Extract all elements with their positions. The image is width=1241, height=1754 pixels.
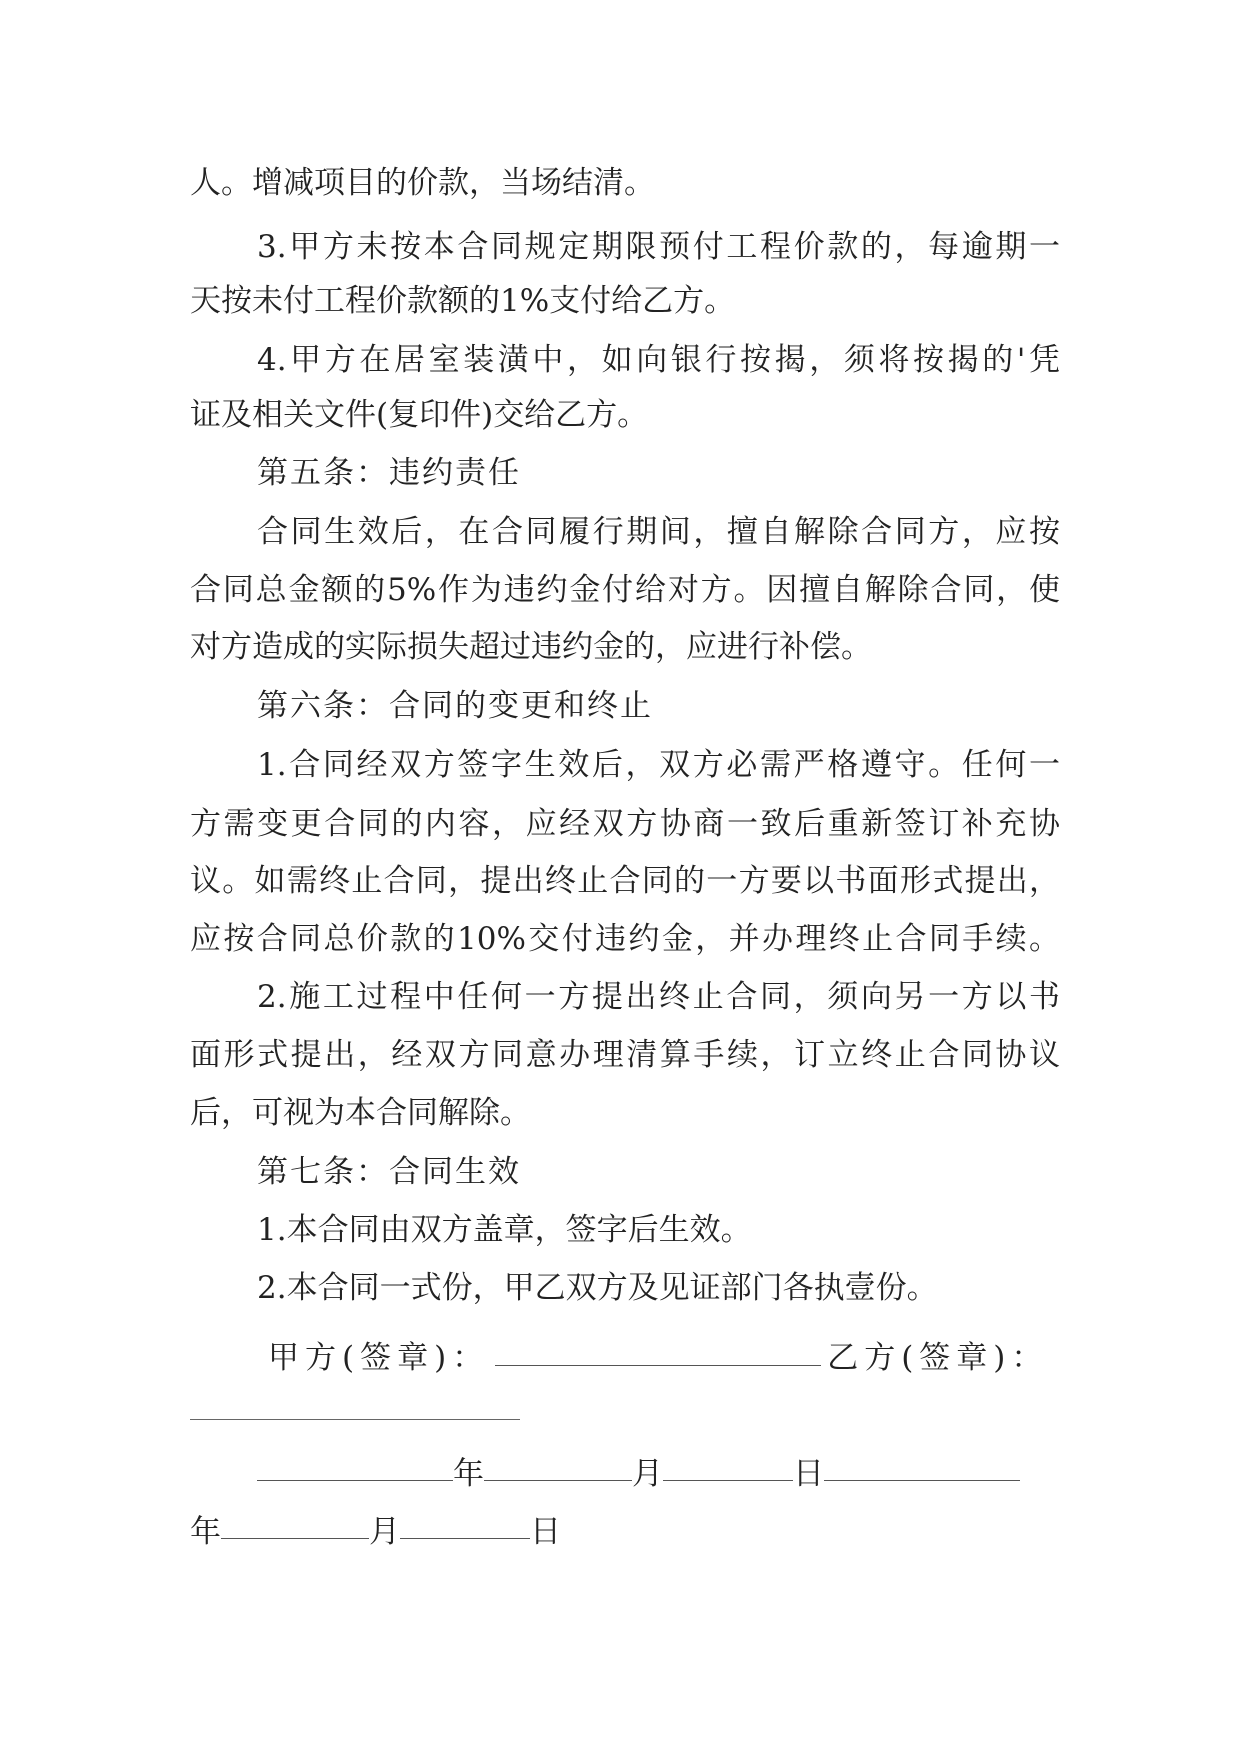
article-7-2: 2.本合同一式份，甲乙双方及见证部门各执壹份。 xyxy=(257,1270,938,1306)
day-blank xyxy=(663,1479,793,1481)
date-row-party-b xyxy=(190,1502,561,1562)
article-6-heading: 第六条：合同的变更和终止 xyxy=(257,688,653,724)
article-6-1-line-3: 议。如需终止合同，提出终止合同的一方要以书面形式提出， xyxy=(190,863,1060,899)
article-6-1-line-1: 1.合同经双方签字生效后，双方必需严格遵守。任何一 xyxy=(257,747,1060,783)
date-row-party-a xyxy=(257,1444,1020,1504)
article-5-heading: 第五条：违约责任 xyxy=(257,455,521,491)
article-6-1-line-2: 方需变更合同的内容，应经双方协商一致后重新签订补充协 xyxy=(190,806,1060,842)
year-label: 年 xyxy=(453,1456,484,1492)
month-blank xyxy=(221,1537,369,1539)
article-5-line-3: 对方造成的实际损失超过违约金的，应进行补偿。 xyxy=(190,629,872,665)
clause-4-3-line-1: 3.甲方未按本合同规定期限预付工程价款的，每逾期一 xyxy=(257,229,1060,265)
article-5-line-1: 合同生效后，在合同履行期间，擅自解除合同方，应按 xyxy=(257,514,1060,550)
clause-4-4-line-1: 4.甲方在居室装潢中，如向银行按揭，须将按揭的'凭 xyxy=(257,342,1060,378)
article-6-2-line-3: 后，可视为本合同解除。 xyxy=(190,1095,531,1131)
clause-4-3-line-2: 天按未付工程价款额的1%支付给乙方。 xyxy=(190,283,736,319)
year-blank-party-b xyxy=(824,1479,1020,1481)
day-label: 日 xyxy=(793,1456,824,1492)
month-label: 月 xyxy=(632,1456,663,1492)
day-label: 日 xyxy=(530,1514,561,1550)
party-a-signature-line xyxy=(495,1364,821,1366)
article-6-2-line-1: 2.施工过程中任何一方提出终止合同，须向另一方以书 xyxy=(257,979,1060,1015)
year-blank xyxy=(257,1479,453,1481)
article-6-1-line-4: 应按合同总价款的10%交付违约金，并办理终止合同手续。 xyxy=(190,921,1060,957)
year-label: 年 xyxy=(190,1514,221,1550)
article-7-heading: 第七条：合同生效 xyxy=(257,1154,521,1190)
month-label: 月 xyxy=(369,1514,400,1550)
clause-4-4-line-2: 证及相关文件(复印件)交给乙方。 xyxy=(190,397,649,433)
party-a-signature-label: 甲方(签章)： xyxy=(268,1340,490,1376)
day-blank xyxy=(400,1537,530,1539)
article-6-2-line-2: 面形式提出，经双方同意办理清算手续，订立终止合同协议 xyxy=(190,1037,1060,1073)
month-blank xyxy=(484,1479,632,1481)
party-b-signature-label: 乙方(签章)： xyxy=(827,1340,1049,1376)
signature-row xyxy=(268,1325,1060,1391)
article-5-line-2: 合同总金额的5%作为违约金付给对方。因擅自解除合同，使 xyxy=(190,572,1060,608)
article-7-1: 1.本合同由双方盖章，签字后生效。 xyxy=(257,1212,752,1248)
paragraph-line: 人。增减项目的价款，当场结清。 xyxy=(190,165,655,201)
party-b-signature-line xyxy=(190,1418,520,1420)
